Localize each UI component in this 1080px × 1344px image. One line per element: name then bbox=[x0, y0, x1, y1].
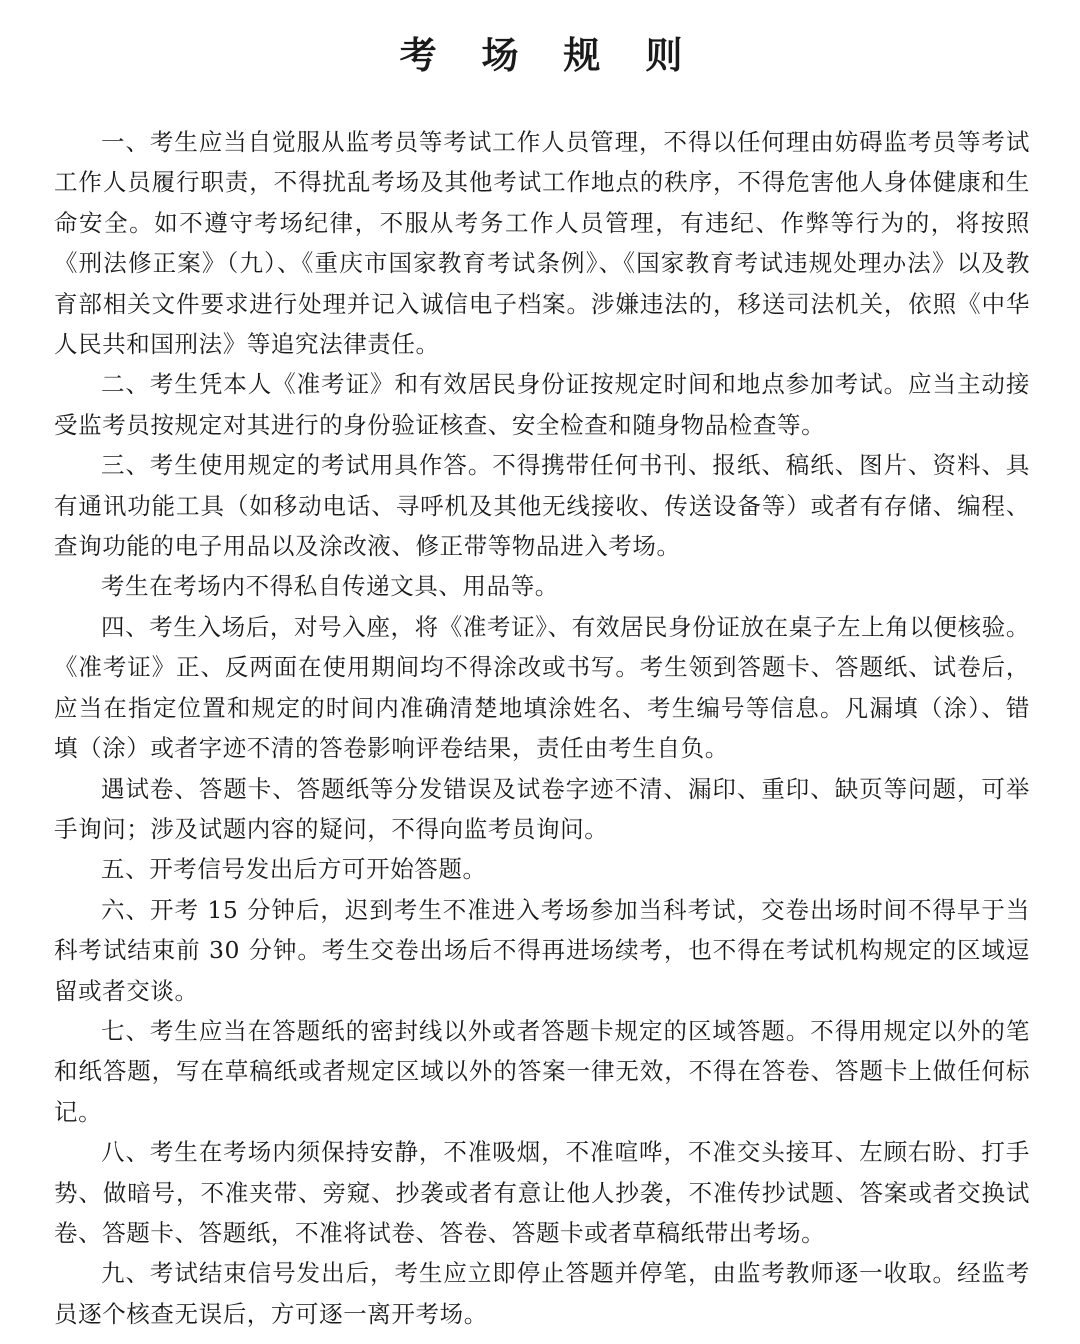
rule-paragraph-3-note: 考生在考场内不得私自传递文具、用品等。 bbox=[101, 572, 559, 601]
rule-paragraph-8: 八、考生在考场内须保持安静，不准吸烟，不准喧哗，不准交头接耳、左顾右盼、打手势、做暗号，不准夹带、旁窥、抄袭或者有意让他人抄袭，不准传抄试题、答案或者交换试卷、答题卡、答题纸，不准将试卷、答卷、答题卡或者草稿纸带出考场。 bbox=[54, 1138, 1030, 1247]
rule-paragraph-2: 二、考生凭本人《准考证》和有效居民身份证按规定时间和地点参加考试。应当主动接受监考员按规定对其进行的身份验证核查、安全检查和随身物品检查等。 bbox=[54, 370, 1030, 439]
rule-paragraph-7: 七、考生应当在答题纸的密封线以外或者答题卡规定的区域答题。不得用规定以外的笔和纸答题，写在草稿纸或者规定区域以外的答案一律无效，不得在答卷、答题卡上做任何标记。 bbox=[54, 1016, 1030, 1126]
rule-paragraph-3: 三、考生使用规定的考试用具作答。不得携带任何书刊、报纸、稿纸、图片、资料、具有通讯功能工具（如移动电话、寻呼机及其他无线接收、传送设备等）或者有存储、编程、查询功能的电子用品以及涂改液、修正带等物品进入考场。 bbox=[54, 451, 1030, 561]
document-body bbox=[54, 122, 1030, 1334]
rule-paragraph-4: 四、考生入场后，对号入座，将《准考证》、有效居民身份证放在桌子左上角以便核验。《准考证》正、反两面在使用期间均不得涂改或书写。考生领到答题卡、答题纸、试卷后，应当在指定位置和规定的时间内准确清楚地填涂姓名、考生编号等信息。凡漏填（涂）、错填（涂）或者字迹不清的答卷影响评卷结果，责任由考生自负。 bbox=[54, 612, 1030, 763]
rule-paragraph-6: 六、开考 15 分钟后，迟到考生不准进入考场参加当科考试，交卷出场时间不得早于当科考试结束前 30 分钟。考生交卷出场后不得再进场续考，也不得在考试机构规定的区域逗留或者交谈。 bbox=[54, 895, 1030, 1005]
rule-paragraph-1: 一、考生应当自觉服从监考员等考试工作人员管理，不得以任何理由妨碍监考员等考试工作人员履行职责，不得扰乱考场及其他考试工作地点的秩序，不得危害他人身体健康和生命安全。如不遵守考场纪律，不服从考务工作人员管理，有违纪、作弊等行为的，将按照《刑法修正案》（九）、《重庆市国家教育考试条例》、《国家教育考试违规处理办法》以及教育部相关文件要求进行处理并记入诚信电子档案。涉嫌违法的，移送司法机关，依照《中华人民共和国刑法》等追究法律责任。 bbox=[54, 128, 1030, 359]
rule-paragraph-4-note: 遇试卷、答题卡、答题纸等分发错误及试卷字迹不清、漏印、重印、缺页等问题，可举手询问；涉及试题内容的疑问，不得向监考员询问。 bbox=[54, 774, 1030, 843]
page-title: 考 场 规 则 bbox=[399, 33, 699, 77]
rule-paragraph-5: 五、开考信号发出后方可开始答题。 bbox=[101, 855, 487, 884]
rule-paragraph-9: 九、考试结束信号发出后，考生应立即停止答题并停笔，由监考教师逐一收取。经监考员逐个核查无误后，方可逐一离开考场。 bbox=[54, 1259, 1030, 1328]
